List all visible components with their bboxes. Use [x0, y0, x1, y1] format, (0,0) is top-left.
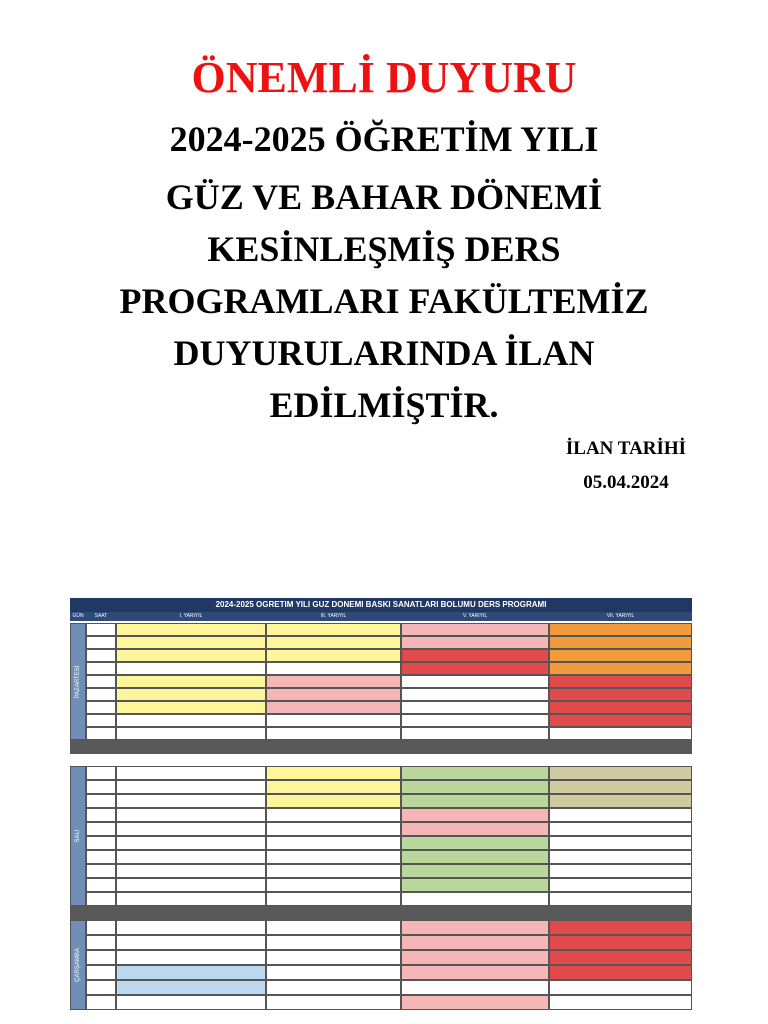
table-cell [266, 935, 401, 950]
table-cell [266, 965, 401, 980]
table-row [70, 662, 692, 675]
table-cell [401, 649, 549, 662]
table-cell [116, 780, 266, 794]
table-row [70, 920, 692, 935]
table-row [70, 950, 692, 965]
table-row [70, 995, 692, 1010]
table-cell [86, 688, 116, 701]
table-cell [86, 701, 116, 714]
table-row [70, 688, 692, 701]
table-cell [116, 850, 266, 864]
table-cell [86, 649, 116, 662]
table-cell [116, 675, 266, 688]
table-cell [116, 623, 266, 636]
table-cell [549, 878, 692, 892]
table-cell [401, 727, 549, 740]
table-cell [266, 727, 401, 740]
table-cell [86, 780, 116, 794]
table-cell [86, 980, 116, 995]
announcement-line-2: GÜZ VE BAHAR DÖNEMİ [165, 177, 603, 217]
table-cell [86, 965, 116, 980]
table-row [70, 965, 692, 980]
table-cell [401, 836, 549, 850]
table-cell [549, 701, 692, 714]
table-cell [86, 935, 116, 950]
table-cell [401, 636, 549, 649]
table-cell [116, 995, 266, 1010]
table-cell [266, 714, 401, 727]
table-cell [86, 714, 116, 727]
day-label [70, 920, 86, 1010]
table-cell [549, 688, 692, 701]
table-cell [116, 935, 266, 950]
table-cell [266, 808, 401, 822]
table-cell [401, 701, 549, 714]
table-cell [266, 688, 401, 701]
table-cell [86, 636, 116, 649]
table-cell [86, 675, 116, 688]
table-cell [401, 965, 549, 980]
table-cell [116, 836, 266, 850]
table-cell [549, 636, 692, 649]
table-cell [401, 688, 549, 701]
table-cell [401, 623, 549, 636]
table-cell [549, 850, 692, 864]
table-cell [549, 662, 692, 675]
table-cell [549, 794, 692, 808]
table-cell [86, 822, 116, 836]
table-cell [116, 727, 266, 740]
table-cell [116, 808, 266, 822]
table-row [70, 766, 692, 780]
table-row [70, 935, 692, 950]
table-row [70, 794, 692, 808]
table-cell [86, 727, 116, 740]
table-cell [266, 950, 401, 965]
table-cell [549, 822, 692, 836]
announcement-line-3: KESİNLEŞMİŞ DERS [207, 229, 561, 269]
table-cell [116, 965, 266, 980]
table-cell [549, 675, 692, 688]
table-cell [549, 950, 692, 965]
table-cell [266, 878, 401, 892]
table-cell [549, 935, 692, 950]
table-row [70, 701, 692, 714]
table-cell [401, 950, 549, 965]
day-name: ÇARŞAMBA [75, 948, 81, 982]
table-cell [116, 920, 266, 935]
table-cell [401, 864, 549, 878]
table-row [70, 714, 692, 727]
table-cell [266, 636, 401, 649]
table-cell [116, 794, 266, 808]
table-cell [549, 649, 692, 662]
table-row [70, 836, 692, 850]
header-time: SAAT [94, 613, 108, 619]
announcement-date-label: İLAN TARİHİ [565, 438, 687, 459]
table-cell [86, 836, 116, 850]
table-cell [549, 727, 692, 740]
table-cell [401, 980, 549, 995]
announcement-line-1: 2024-2025 ÖĞRETİM YILI [169, 119, 599, 159]
table-cell [549, 965, 692, 980]
table-cell [86, 766, 116, 780]
table-cell [549, 780, 692, 794]
announcement-date: 05.04.2024 [583, 472, 669, 493]
table-row [70, 892, 692, 906]
table-row [70, 727, 692, 740]
table-cell [116, 950, 266, 965]
table-cell [86, 892, 116, 906]
day-label [70, 766, 86, 906]
day-separator [70, 740, 692, 754]
header-year-3: III. YARIYIL [320, 613, 347, 619]
table-cell [86, 850, 116, 864]
table-cell [266, 822, 401, 836]
table-cell [266, 920, 401, 935]
table-cell [401, 662, 549, 675]
table-cell [86, 662, 116, 675]
table-cell [401, 878, 549, 892]
announcement-line-5: DUYURULARINDA İLAN [173, 333, 595, 373]
table-cell [86, 950, 116, 965]
day-name: SALI [75, 829, 81, 843]
table-cell [116, 864, 266, 878]
table-row [70, 822, 692, 836]
table-cell [116, 766, 266, 780]
table-cell [86, 794, 116, 808]
table-row [70, 675, 692, 688]
table-cell [86, 808, 116, 822]
table-cell [266, 649, 401, 662]
table-cell [266, 701, 401, 714]
table-cell [86, 995, 116, 1010]
header-day: GÜN [72, 613, 84, 619]
day-label [70, 623, 86, 740]
table-cell [549, 714, 692, 727]
table-row [70, 636, 692, 649]
table-cell [116, 662, 266, 675]
table-cell [401, 850, 549, 864]
table-cell [401, 822, 549, 836]
announcement-title: ÖNEMLİ DUYURU [191, 53, 577, 102]
table-cell [266, 794, 401, 808]
table-cell [266, 850, 401, 864]
table-cell [401, 714, 549, 727]
day-separator [70, 906, 692, 920]
table-cell [549, 623, 692, 636]
table-cell [549, 980, 692, 995]
table-cell [401, 808, 549, 822]
table-cell [116, 892, 266, 906]
table-cell [266, 864, 401, 878]
table-cell [116, 822, 266, 836]
table-cell [266, 980, 401, 995]
table-cell [549, 864, 692, 878]
table-cell [86, 623, 116, 636]
table-cell [266, 892, 401, 906]
table-cell [401, 995, 549, 1010]
table-cell [549, 995, 692, 1010]
table-cell [86, 864, 116, 878]
header-year-5: V. YARIYIL [462, 613, 488, 619]
table-cell [116, 649, 266, 662]
table-cell [116, 714, 266, 727]
table-cell [401, 766, 549, 780]
table-row [70, 649, 692, 662]
table-cell [401, 675, 549, 688]
table-cell [86, 878, 116, 892]
announcement-line-6: EDİLMİŞTİR. [269, 385, 499, 425]
table-cell [549, 892, 692, 906]
table-cell [116, 878, 266, 892]
header-year-7: VII. YARIYIL [606, 613, 635, 619]
table-cell [266, 836, 401, 850]
table-cell [266, 780, 401, 794]
table-row [70, 780, 692, 794]
table-cell [116, 701, 266, 714]
table-cell [266, 662, 401, 675]
table-cell [116, 688, 266, 701]
table-cell [549, 836, 692, 850]
table-cell [266, 766, 401, 780]
table-cell [266, 623, 401, 636]
table-row [70, 878, 692, 892]
table-cell [266, 995, 401, 1010]
announcement-line-4: PROGRAMLARI FAKÜLTEMİZ [119, 281, 649, 321]
table-cell [401, 794, 549, 808]
table-row [70, 980, 692, 995]
table-cell [116, 980, 266, 995]
table-cell [549, 766, 692, 780]
table-cell [401, 920, 549, 935]
schedule-title: 2024-2025 OGRETIM YILI GUZ DONEMI BASKI SANATLARI BOLUMU DERS PROGRAMI [70, 598, 692, 612]
day-name: PAZARTESİ [75, 665, 81, 698]
table-cell [401, 780, 549, 794]
table-row [70, 864, 692, 878]
table-cell [401, 935, 549, 950]
table-cell [116, 636, 266, 649]
table-cell [549, 808, 692, 822]
table-row [70, 623, 692, 636]
table-cell [549, 920, 692, 935]
schedule-table-image [70, 598, 692, 1024]
schedule-header-row [70, 612, 692, 621]
table-cell [266, 675, 401, 688]
header-year-1: I. YARIYIL [179, 613, 203, 619]
table-cell [86, 920, 116, 935]
table-row [70, 808, 692, 822]
table-cell [401, 892, 549, 906]
table-row [70, 850, 692, 864]
